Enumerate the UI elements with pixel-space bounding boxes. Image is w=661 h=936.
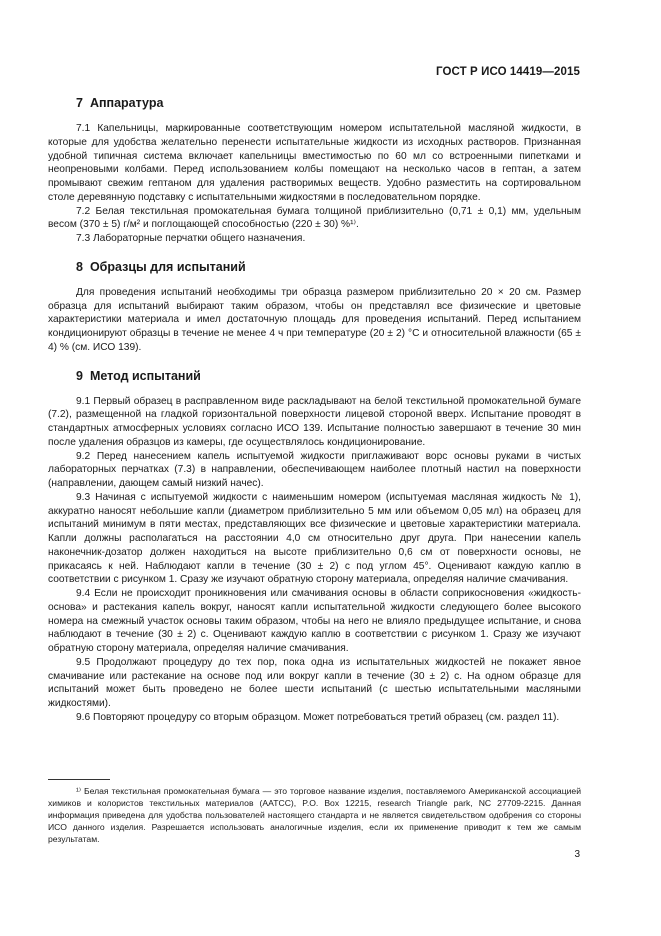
document-body	[48, 96, 581, 739]
section-9	[48, 369, 581, 725]
section-8	[48, 260, 581, 355]
page-number: 3	[574, 849, 580, 860]
paragraph: 7.2 Белая текстильная промокательная бумага толщиной приблизительно (0,71 ± 0,1) мм, удельным весом (370 ± 5) г/м² и поглощающей способностью (220 ± 30) %¹⁾.	[48, 205, 581, 231]
paragraph: 7.1 Капельницы, маркированные соответствующим номером испытательной масляной жидкости, в которые для удобства желательно перенести испытательные жидкости из исходных растворов. Признанная удобной типичная система включает капельницы вместимостью по 60 мл со встроенными пипетками и неопреновыми колбами. Перед использованием колбы помещают на несколько часов в гептан, а затем промывают свежим гептаном для удаления растворимых веществ. Удобно разместить на сортировальном столе деревянную подставку с испытательными жидкостями в последовательном порядке.	[48, 123, 581, 203]
paragraph: Для проведения испытаний необходимы три образца размером приблизительно 20 × 20 см. Размер образца для испытаний выбирают таким образом, чтобы он представлял все физические и цветовые характеристики материала и имел достаточную площадь для проведения испытаний. Перед испытанием кондиционируют образцы в течение не менее 4 ч при температуре (20 ± 2) °С и относительной влажности (65 ± 4) % (см. ИСО 139).	[48, 286, 581, 353]
paragraph: 9.5 Продолжают процедуру до тех пор, пока одна из испытательных жидкостей не покажет явное смачивание или растекание на основе под или вокруг капли в течение (30 ± 2) с. На одном образце для испытаний может быть проведено не более шести испытаний (с шестью испытательными масляными жидкостями).	[48, 656, 581, 709]
section-heading: 8 Образцы для испытаний	[76, 259, 246, 274]
document-id: ГОСТ Р ИСО 14419—2015	[435, 66, 580, 78]
paragraph: 9.6 Повторяют процедуру со вторым образцом. Может потребоваться третий образец (см. раздел 11).	[76, 711, 560, 723]
paragraph: 9.2 Перед нанесением капель испытуемой жидкости приглаживают ворс основы руками в чистых лабораторных перчатках (7.3) в направлении, обеспечивающем наиболее плотный настил на поверхности (направлении, дающем самый низкий начес).	[48, 450, 581, 489]
footnote: ¹⁾ Белая текстильная промокательная бумага — это торговое название изделия, поставляемого Американской ассоциацией химиков и колористов текстильных материалов (AATCC), P.O. Box 12215, research Triangle park, NC 27709-2215. Данная информация приведена для удобства пользователей настоящего стандарта и не является свидетельством одобрения со стороны ИСО данного изделия. Разрешается использовать аналогичные изделия, если их применение приводит к тем же самым результатам.	[48, 786, 581, 844]
paragraph: 7.3 Лабораторные перчатки общего назначения.	[76, 233, 306, 244]
paragraph: 9.3 Начиная с испытуемой жидкости с наименьшим номером (испытуемая масляная жидкость № 1), аккуратно наносят небольшие капли (диаметром приблизительно 5 мм или объемом 0,05 мл) на образец для испытаний минимум в пяти местах, представляющих все физические и цветовые характеристики материала. Капли должны располагаться на расстоянии 4,0 см относительно друг друга. При нанесении капель наконечник-дозатор должен находиться на высоте приблизительно 0,6 см от поверхности основы, не прикасаясь к ней. Наблюдают капли в течение (30 ± 2) с под углом 45°. Оценивают каждую каплю в соответствии с рисунком 1. Сразу же изучают обратную сторону материала, определяя наличие смачивания.	[48, 491, 581, 586]
paragraph: 9.1 Первый образец в расправленном виде раскладывают на белой текстильной промокательной бумаге (7.2), размещенной на гладкой горизонтальной поверхности лицевой стороной вверх. Испытание проводят в стандартных атмосферных условиях согласно ИСО 139. Испытание полностью завершают в течение 30 мин после удаления образцов из камеры, где осуществлялось кондиционирование.	[48, 395, 581, 448]
section-7	[48, 96, 581, 246]
footnote-divider	[48, 779, 110, 780]
paragraph: 9.4 Если не происходит проникновения или смачивания основы в области соприкосновения «жидкость-основа» и растекания капель вокруг, наносят капли испытательной жидкости следующего более высокого номера на смежный участок основы таким образом, чтобы на него не влияло предыдущее испытание, и снова наблюдают в течение (30 ± 2) с. Оценивают каждую каплю в соответствии с рисунком 1. Сразу же изучают обратную сторону материала, определяя наличие смачивания.	[48, 588, 581, 654]
section-heading: 7 Аппаратура	[76, 96, 164, 110]
section-heading: 9 Метод испытаний	[76, 368, 201, 383]
footnotes	[48, 779, 581, 845]
